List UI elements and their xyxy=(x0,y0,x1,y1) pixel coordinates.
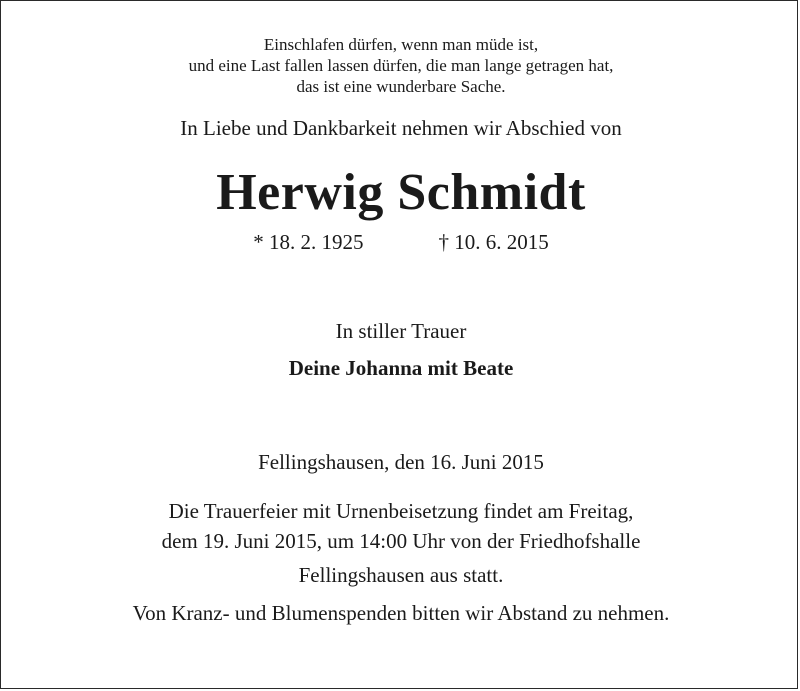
place-date: Fellingshausen, den 16. Juni 2015 xyxy=(258,450,544,474)
funeral-line-1: Die Trauerfeier mit Urnenbeisetzung findet am Freitag, xyxy=(168,499,634,523)
life-dates xyxy=(1,230,800,255)
verse-line-2: und eine Last fallen lassen dürfen, die man lange getragen hat, xyxy=(188,56,614,75)
flower-request: Von Kranz- und Blumenspenden bitten wir Abstand zu nehmen. xyxy=(132,601,670,625)
birth-date: * 18. 2. 1925 xyxy=(253,230,364,254)
deceased-name: Herwig Schmidt xyxy=(216,164,586,221)
funeral-line-2: dem 19. Juni 2015, um 14:00 Uhr von der Friedhofshalle xyxy=(161,529,641,553)
funeral-line-3: Fellingshausen aus statt. xyxy=(298,563,504,587)
verse-line-3: das ist eine wunderbare Sache. xyxy=(296,77,506,96)
family-names: Deine Johanna mit Beate xyxy=(288,356,514,380)
mourning-label: In stiller Trauer xyxy=(335,319,467,343)
intro-text: In Liebe und Dankbarkeit nehmen wir Abschied von xyxy=(180,116,622,140)
verse-line-1: Einschlafen dürfen, wenn man müde ist, xyxy=(263,35,539,54)
death-date: † 10. 6. 2015 xyxy=(438,230,549,254)
